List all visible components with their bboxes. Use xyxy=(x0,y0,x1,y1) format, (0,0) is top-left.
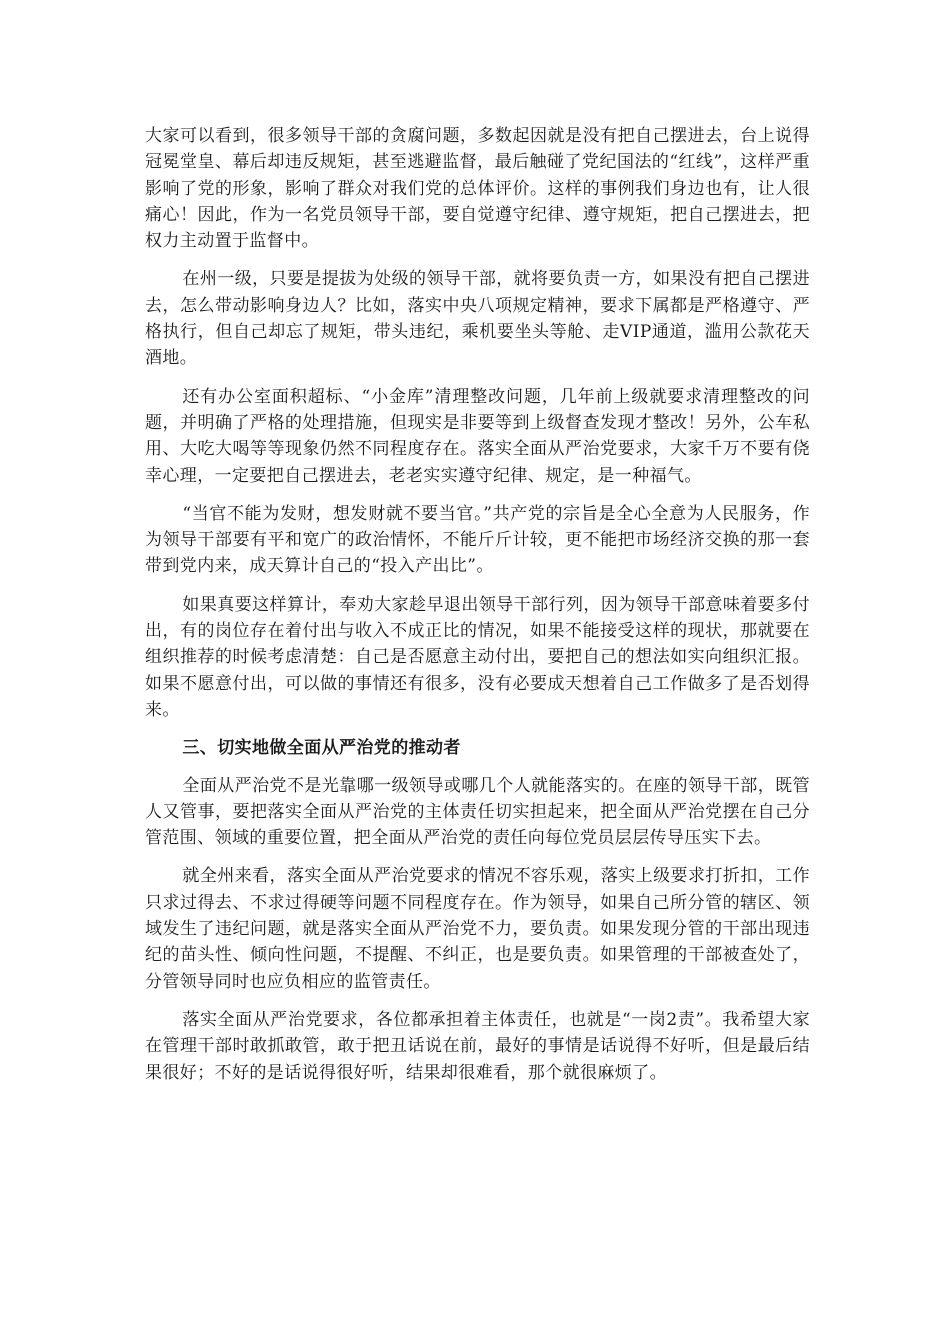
paragraph-7: 就全州来看，落实全面从严治党要求的情况不容乐观，落实上级要求打折扣，工作只求过得去、不求过得硬等问题不同程度存在。作为领导，如果自己所分管的辖区、领域发生了违纪问题，就是落实全面从严治党不力，要负责。如果发现分管的干部出现违纪的苗头性、倾向性问题，不提醒、不纠正，也是要负责。如果管理的干部被查处了，分管领导同时也应负相应的监管责任。 xyxy=(145,866,810,992)
paragraph-2: 在州一级，只要是提拔为处级的领导干部，就将要负责一方，如果没有把自己摆进去，怎么带动影响身边人？比如，落实中央八项规定精神，要求下属都是严格遵守、严格执行，但自己却忘了规矩，带头违纪，乘机要坐头等舱、走VIP通道，滥用公款花天酒地。 xyxy=(145,269,810,369)
section-heading: 三、切实地做全面从严治党的推动者 xyxy=(182,738,461,759)
paragraph-1: 大家可以看到，很多领导干部的贪腐问题，多数起因就是没有把自己摆进去，台上说得冠冕堂皇、幕后却违反规矩，甚至逃避监督，最后触碰了党纪国法的“红线”，这样严重影响了党的形象，影响了群众对我们党的总体评价。这样的事例我们身边也有，让人很痛心！因此，作为一名党员领导干部，要自觉遵守纪律、遵守规矩，把自己摆进去，把权力主动置于监督中。 xyxy=(145,126,810,252)
paragraph-5: 如果真要这样算计，奉劝大家趁早退出领导干部行列，因为领导干部意味着要多付出，有的岗位存在着付出与收入不成正比的情况，如果不能接受这样的现状，那就要在组织推荐的时候考虑清楚：自己是否愿意主动付出，要把自己的想法如实向组织汇报。如果不愿意付出，可以做的事情还有很多，没有必要成天想着自己工作做多了是否划得来。 xyxy=(145,594,810,720)
document-page xyxy=(145,123,810,1098)
paragraph-4: “当官不能为发财，想发财就不要当官。”共产党的宗旨是全心全意为人民服务，作为领导干部要有平和宽广的政治情怀，不能斤斤计较，更不能把市场经济交换的那一套带到党内来，成天算计自己的“投入产出比”。 xyxy=(145,503,810,577)
paragraph-3: 还有办公室面积超标、“小金库”清理整改问题，几年前上级就要求清理整改的问题，并明确了严格的处理措施，但现实是非要等到上级督查发现才整改！另外，公车私用、大吃大喝等等现象仍然不同程度存在。落实全面从严治党要求，大家千万不要有侥幸心理，一定要把自己摆进去，老老实实遵守纪律、规定，是一种福气。 xyxy=(145,386,810,486)
paragraph-8: 落实全面从严治党要求，各位都承担着主体责任，也就是“一岗2责”。我希望大家在管理干部时敢抓敢管，敢于把丑话说在前，最好的事情是话说得不好听，但是最后结果很好；不好的是话说得很好听，结果却很难看，那个就很麻烦了。 xyxy=(145,1009,810,1083)
paragraph-6: 全面从严治党不是光靠哪一级领导或哪几个人就能落实的。在座的领导干部，既管人又管事，要把落实全面从严治党的主体责任切实担起来，把全面从严治党摆在自己分管范围、领域的重要位置，把全面从严治党的责任向每位党员层层传导压实下去。 xyxy=(145,775,810,849)
